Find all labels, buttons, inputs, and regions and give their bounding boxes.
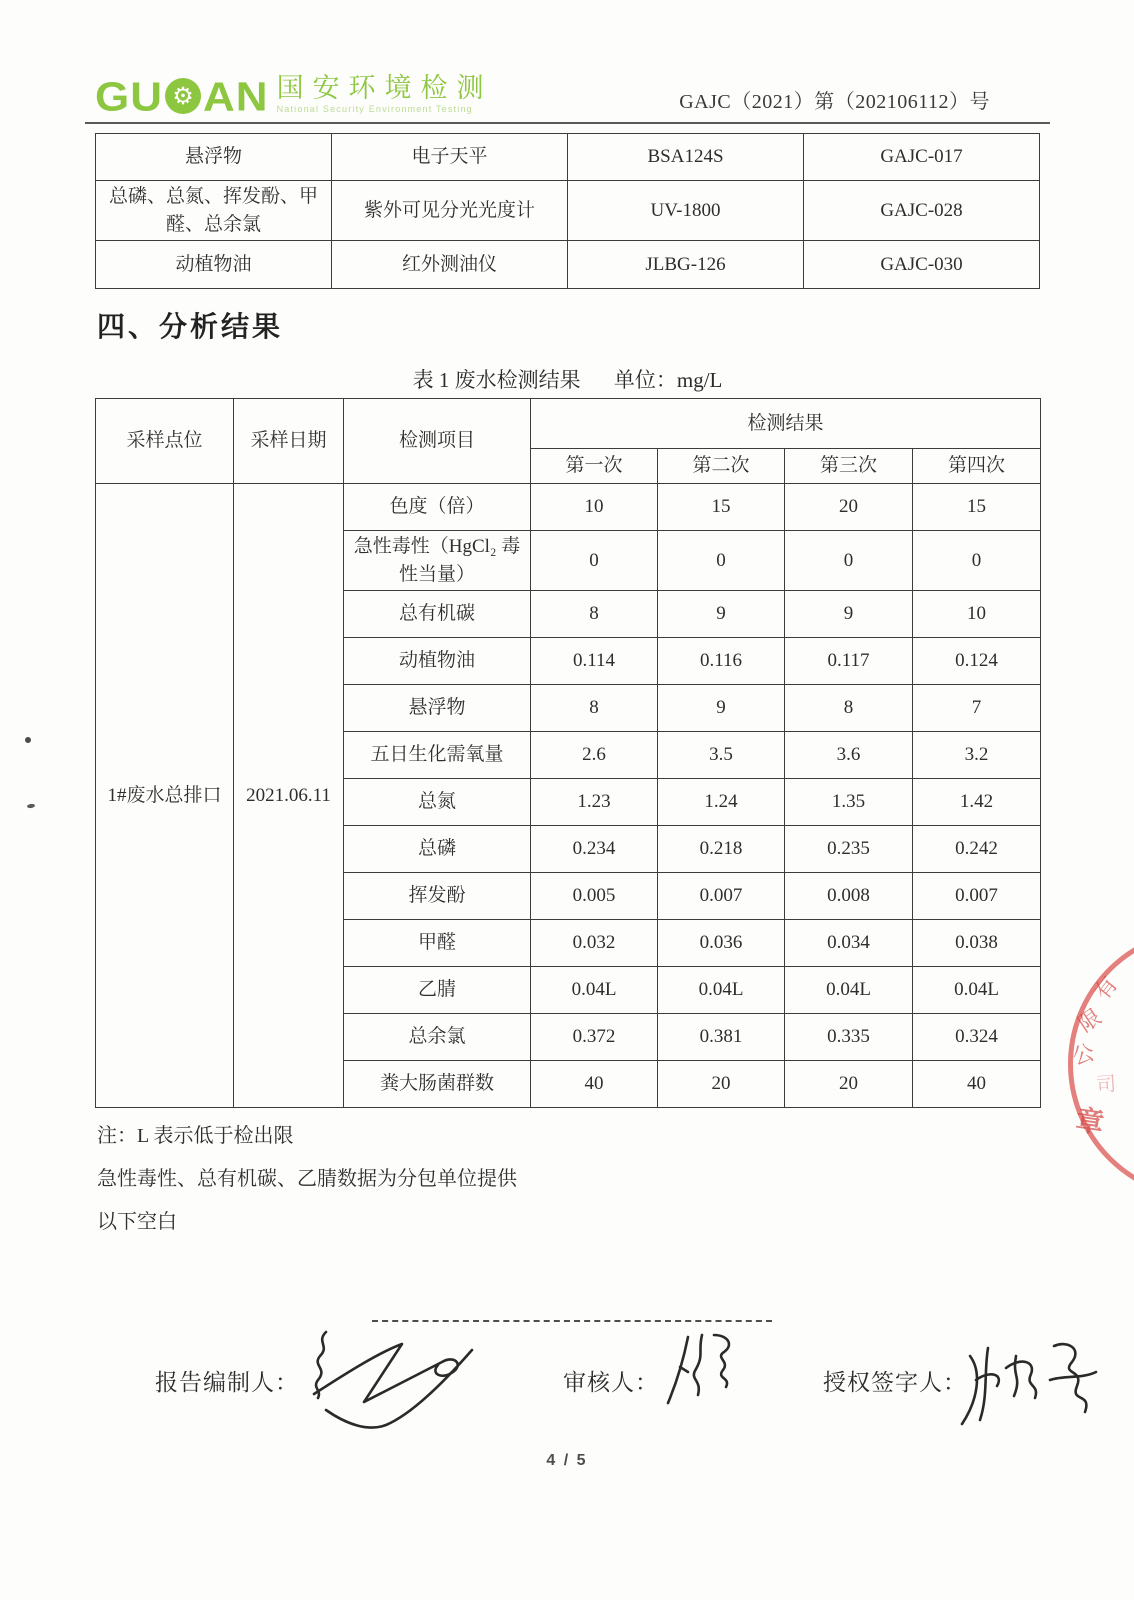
value-cell: 0.381: [658, 1014, 785, 1061]
value-cell: 20: [785, 484, 913, 531]
value-cell: 0.038: [913, 920, 1041, 967]
value-cell: 10: [913, 591, 1041, 638]
header-cell-run4: 第四次: [913, 449, 1041, 484]
value-cell: 0.114: [531, 638, 658, 685]
logo-emblem-icon: ⚙: [165, 78, 201, 114]
item-cell: 急性毒性（HgCl₂ 毒性当量）: [344, 531, 531, 591]
model-cell: UV-1800: [568, 181, 804, 241]
value-cell: 15: [913, 484, 1041, 531]
seal-arc-char: 司: [1095, 1073, 1117, 1097]
reviewer-signature: [656, 1325, 752, 1415]
code-cell: GAJC-017: [804, 134, 1040, 181]
page-number: 4 / 5: [546, 1452, 588, 1469]
header-cell-run2: 第二次: [658, 449, 785, 484]
value-cell: 0.04L: [658, 967, 785, 1014]
logo-word-right: AN: [203, 74, 269, 120]
value-cell: 0: [531, 531, 658, 591]
value-cell: 3.5: [658, 732, 785, 779]
value-cell: 0.008: [785, 873, 913, 920]
instrument-cell: 紫外可见分光光度计: [332, 181, 568, 241]
item-cell: 五日生化需氧量: [344, 732, 531, 779]
code-cell: GAJC-030: [804, 241, 1040, 289]
seal-arc-char: 有: [1089, 971, 1123, 1005]
note-line: 急性毒性、总有机碳、乙腈数据为分包单位提供: [97, 1168, 517, 1190]
note-line: 注：L 表示低于检出限: [97, 1125, 294, 1147]
instrument-table: [95, 133, 1040, 289]
caption-unit: 单位：mg/L: [613, 368, 723, 392]
note-line: 以下空白: [97, 1211, 177, 1233]
caption-title: 表 1 废水检测结果: [412, 368, 581, 392]
reviewer-label: 审核人：: [563, 1370, 659, 1395]
value-cell: 1.35: [785, 779, 913, 826]
table-row: [96, 484, 1041, 531]
header-cell-run3: 第三次: [785, 449, 913, 484]
header-cell-point: 采样点位: [96, 399, 234, 484]
value-cell: 0.007: [913, 873, 1041, 920]
value-cell: 0: [658, 531, 785, 591]
item-cell: 乙腈: [344, 967, 531, 1014]
value-cell: 8: [531, 591, 658, 638]
item-cell: 悬浮物: [96, 134, 332, 181]
value-cell: 15: [658, 484, 785, 531]
item-cell: 粪大肠菌群数: [344, 1061, 531, 1108]
instrument-cell: 电子天平: [332, 134, 568, 181]
value-cell: 1.23: [531, 779, 658, 826]
value-cell: 9: [658, 591, 785, 638]
value-cell: 20: [785, 1061, 913, 1108]
value-cell: 0.235: [785, 826, 913, 873]
header-cell-item: 检测项目: [344, 399, 531, 484]
instrument-cell: 红外测油仪: [332, 241, 568, 289]
item-cell: 动植物油: [344, 638, 531, 685]
company-logo: [95, 73, 493, 120]
value-cell: 1.24: [658, 779, 785, 826]
item-cell: 总余氯: [344, 1014, 531, 1061]
table-row: [96, 134, 1040, 181]
seal-arc-char: 公: [1069, 1039, 1098, 1070]
value-cell: 0.034: [785, 920, 913, 967]
value-cell: 0.005: [531, 873, 658, 920]
item-cell: 总磷、总氮、挥发酚、甲醛、总余氯: [96, 181, 332, 241]
value-cell: 7: [913, 685, 1041, 732]
value-cell: 20: [658, 1061, 785, 1108]
value-cell: 0: [785, 531, 913, 591]
table-caption: [95, 364, 1040, 394]
value-cell: 8: [785, 685, 913, 732]
value-cell: 0.324: [913, 1014, 1041, 1061]
preparer-label: 报告编制人：: [155, 1370, 299, 1395]
value-cell: 8: [531, 685, 658, 732]
seal-ring: [1068, 928, 1134, 1200]
model-cell: BSA124S: [568, 134, 804, 181]
value-cell: 3.6: [785, 732, 913, 779]
logo-chinese-name: 国安环境检测: [276, 73, 493, 103]
logo-text-block: [277, 75, 493, 116]
logo-english-name: National Security Environment Testing: [276, 104, 473, 114]
item-cell: 甲醛: [344, 920, 531, 967]
value-cell: 0.218: [658, 826, 785, 873]
value-cell: 0.242: [913, 826, 1041, 873]
value-cell: 0.372: [531, 1014, 658, 1061]
value-cell: 0.335: [785, 1014, 913, 1061]
code-cell: GAJC-028: [804, 181, 1040, 241]
item-cell: 悬浮物: [344, 685, 531, 732]
sample-date-cell: 2021.06.11: [234, 484, 344, 1108]
preparer-signature: [286, 1322, 496, 1440]
value-cell: 0.124: [913, 638, 1041, 685]
header-cell-result: 检测结果: [531, 399, 1041, 449]
value-cell: 40: [913, 1061, 1041, 1108]
value-cell: 3.2: [913, 732, 1041, 779]
value-cell: 0.04L: [785, 967, 913, 1014]
value-cell: 40: [531, 1061, 658, 1108]
table-row: [96, 181, 1040, 241]
sample-point-cell: 1#废水总排口: [96, 484, 234, 1108]
authorizer-label: 授权签字人：: [823, 1370, 967, 1395]
ink-speck: [25, 737, 31, 743]
page-header: [85, 68, 1050, 124]
value-cell: 1.42: [913, 779, 1041, 826]
value-cell: 9: [658, 685, 785, 732]
value-cell: 0.007: [658, 873, 785, 920]
logo-word-left: GU: [95, 74, 163, 120]
table-notes: [97, 1115, 517, 1244]
item-cell: 色度（倍）: [344, 484, 531, 531]
header-row: [96, 399, 1041, 449]
value-cell: 0.116: [658, 638, 785, 685]
value-cell: 2.6: [531, 732, 658, 779]
item-cell: 总磷: [344, 826, 531, 873]
value-cell: 0: [913, 531, 1041, 591]
value-cell: 0.117: [785, 638, 913, 685]
header-cell-run1: 第一次: [531, 449, 658, 484]
seal-arc-char: 限: [1073, 1003, 1106, 1037]
value-cell: 0.032: [531, 920, 658, 967]
value-cell: 0.036: [658, 920, 785, 967]
value-cell: 0.234: [531, 826, 658, 873]
authorizer-signature: [952, 1328, 1112, 1432]
ink-speck: [27, 803, 35, 808]
item-cell: 总有机碳: [344, 591, 531, 638]
section-title: 四、分析结果: [97, 311, 284, 342]
report-number: GAJC（2021）第（202106112）号: [679, 91, 990, 113]
header-cell-date: 采样日期: [234, 399, 344, 484]
item-cell: 挥发酚: [344, 873, 531, 920]
seal-center-char: 章: [1073, 1104, 1106, 1139]
value-cell: 10: [531, 484, 658, 531]
table-row: [96, 241, 1040, 289]
results-table: [95, 398, 1041, 1108]
value-cell: 0.04L: [913, 967, 1041, 1014]
item-cell: 总氮: [344, 779, 531, 826]
value-cell: 0.04L: [531, 967, 658, 1014]
value-cell: 9: [785, 591, 913, 638]
item-cell: 动植物油: [96, 241, 332, 289]
model-cell: JLBG-126: [568, 241, 804, 289]
